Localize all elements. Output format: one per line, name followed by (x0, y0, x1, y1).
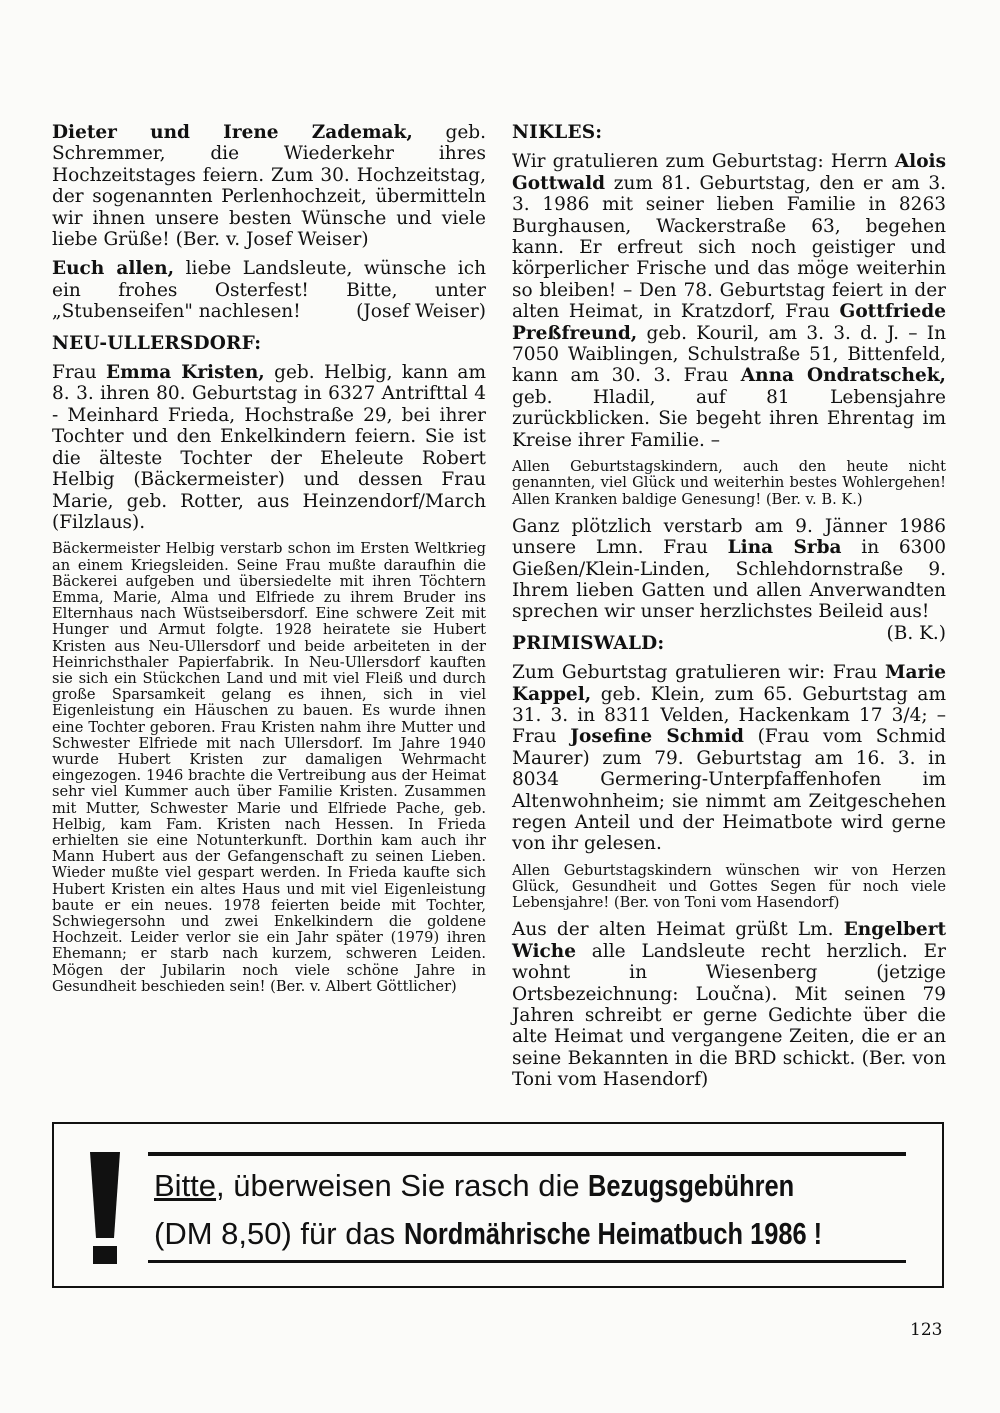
name-kristen: Emma Kristen, (106, 362, 265, 384)
heading-primiswald: PRIMISWALD: (512, 632, 665, 654)
name-pressfreund: Gottfriede Preßfreund, (512, 301, 946, 344)
text-mid2: geb. Kouril, am 3. 3. d. J. – In 7050 Waiblingen, Schulstraße 51, Bittenfeld, kann am 30. 3. Frau (512, 322, 946, 387)
text-wiche: alle Landsleute recht herzlich. Er wohnt in Wiesenberg (jetzige Ortsbezeichnung: Loučna). Mit seinen 79 Jahren schreibt er gerne Gedichte über die alte Heimat und vergangene Zeiten, die er an seine Bekannten in die BRD schickt. (Ber. von Toni vom Hasendorf) (512, 940, 946, 1091)
text-pre: Ganz plötzlich verstarb am 9. Jänner 1986 unsere Lmn. Frau (512, 515, 946, 559)
heading-neu-ullersdorf: NEU-ULLERSDORF: (52, 332, 262, 354)
lead-euch-allen: Euch allen, (52, 258, 175, 280)
notice-rule-top (148, 1152, 906, 1156)
exclamation-bar (90, 1152, 120, 1238)
notice-line-2 (154, 1216, 914, 1252)
name-gottwald: Alois Gottwald (512, 151, 946, 194)
exclamation-icon (90, 1152, 120, 1264)
paragraph-primiswald-greeting: Allen Geburtstagskindern wünschen wir von Herzen Glück, Gesundheit und Gottes Segen für noch viele Lebensjahre! (Ber. von Toni vom Hasendorf) (512, 861, 946, 912)
name-srba: Lina Srba (727, 537, 842, 559)
names-zademak: Dieter und Irene Zademak, (52, 122, 413, 143)
text-zademak: geb. Schremmer, die Wiederkehr ihres Hochzeitstages feiern. Zum 30. Hochzeitstag, der sogenannten Perlenhochzeit, übermitteln wir ihnen unsere besten Wünsche und viele liebe Grüße! (Ber. v. Josef Weiser) (52, 122, 486, 251)
text-pre: Zum Geburtstag gratulieren wir: Frau (512, 662, 885, 684)
notice-rule-bottom (148, 1260, 906, 1263)
text-srba: in 6300 Gießen/Klein-Linden, Schlehdornstraße 9. Ihrem lieben Gatten und allen Anverwandten sprechen wir unser herzlichstes Beileid aus! (512, 537, 946, 623)
text-end: geb. Hladil, auf 81 Lebensjahre zurückblicken. Sie begeht ihren Ehrentag im Kreise ihrer Familie. – (512, 386, 946, 451)
signature-bk: (B. K.) (886, 622, 946, 644)
name-wiche: Engelbert Wiche (512, 919, 946, 962)
exclamation-dot (93, 1246, 117, 1264)
text-pre: Aus der alten Heimat grüßt Lm. (512, 919, 844, 941)
page-number: 123 (910, 1320, 943, 1340)
subscription-notice-box (52, 1122, 944, 1288)
notice-bold-2: Nordmährische Heimatbuch 1986 ! (403, 1216, 822, 1251)
text-mid1: zum 81. Geburtstag, den er am 3. 3. 1986 mit seiner lieben Familie in 8263 Burghausen, Wackerstraße 63, begehen kann. Er erfreut sich noch geistiger und körperlicher Frische und das möge weiterhin so bleiben! – Den 78. Geburtstag feiert in der alten Heimat, in Kratzdorf, Frau (512, 172, 946, 323)
notice-text-2: (DM 8,50) für das (154, 1216, 404, 1251)
text-kristen: geb. Helbig, kann am 8. 3. ihren 80. Geburtstag in 6327 Antrifttal 4 - Meinhard Frieda, Hochstraße 29, bei ihrer Tochter und den Enkelkindern feiern. Sie ist die älteste Tochter der Eheleute Robert Helbig (Bäckermeister) und dessen Frau Marie, geb. Rotter, aus Heinzendorf/March (Filzlaus). (52, 362, 486, 533)
text-end: (Frau vom Schmid Maurer) zum 79. Geburtstag am 16. 3. in 8034 Germering-Unterpfaffenhofen im Altenwohnheim; sie nimmt am Zeitgeschehen regen Anteil und der Heimatbote wird gerne von ihr gelesen. (512, 726, 946, 855)
paragraph-wiche (512, 919, 946, 1090)
notice-line-1 (154, 1168, 914, 1204)
name-ondratschek: Anna Ondratschek, (740, 365, 946, 387)
name-kappel: Marie Kappel, (512, 662, 946, 705)
notice-bold-1: Bezugsgebühren (588, 1168, 795, 1203)
paragraph-nikles (512, 151, 946, 451)
left-column (52, 122, 486, 1003)
name-schmid: Josefine Schmid (570, 726, 744, 748)
notice-bitte: Bitte (154, 1168, 217, 1203)
text-pre: Frau (52, 362, 107, 384)
heading-nikles: NIKLES: (512, 122, 603, 143)
signature-weiser: (Josef Weiser) (356, 301, 486, 323)
text-pre: Wir gratulieren zum Geburtstag: Herrn (512, 151, 895, 173)
paragraph-nikles-greeting: Allen Geburtstagskindern, auch den heute nicht genannten, viel Glück und weiterhin bestes Wohlergehen! Allen Kranken baldige Genesung! (Ber. v. B. K.) (512, 458, 946, 508)
notice-text-1: , überweisen Sie rasch die (216, 1168, 589, 1203)
paragraph-kristen-history: Bäckermeister Helbig verstarb schon im Ersten Weltkrieg an einem Kriegsleiden. Seine Frau mußte daraufhin die Bäckerei aufgeben und übersiedelte mit ihren Töchtern Emma, Marie, Alma und Elfriede zu ihrem Bruder ins Elternhaus nach Wüstseibersdorf. Eine schwere Zeit mit Hunger und Armut folgte. 1928 heiratete sie Hubert Kristen aus Neu-Ullersdorf und beide arbeiteten in der Heinrichsthaler Papierfabrik. In Neu-Ullersdorf kauften sie sich ein Stückchen Land und mit viel Fleiß und durch große Sparsamkeit gelang es ihnen, sich in viel Eigenleistung ein Häuschen zu bauen. Es wurde ihnen eine Tochter geboren. Frau Kristen nahm ihre Mutter und Schwester Elfriede mit nach Ullersdorf. Im Jahre 1940 wurde Hubert Kristen zur damaligen Wehrmacht eingezogen. 1946 brachte die Vertreibung aus der Heimat sehr viel Kummer auch über Familie Kristen. Zusammen mit Mutter, Schwester Marie und Elfriede Pache, geb. Helbig, kam Fam. Kristen nach Hessen. In Frieda erhielten sie eine Notunterkunft. Dorthin kam auch ihr Mann Hubert aus der Gefangenschaft zu seinen Lieben. Wieder mußte viel gespart werden. In Frieda kaufte sich Hubert Kristen ein altes Haus und mit viel Eigenleistung baute er ein neues. 1978 feierten beide mit Tochter, Schwiegersohn und zwei Enkelkindern die goldene Hochzeit. Leider verlor sie ein Jahr später (1979) ihren Ehemann; er starb nach kurzem, schweren Leiden. Mögen der Jubilarin noch viele schöne Jahre in Gesundheit beschieden sein! (Ber. v. Albert Göttlicher) (52, 540, 486, 995)
paragraph-euch-allen (52, 258, 486, 322)
paragraph-kristen (52, 362, 486, 533)
text-euch-allen: liebe Landsleute, wünsche ich ein frohes Osterfest! Bitte, unter „Stubenseifen" nachlesen! (52, 258, 486, 323)
text-mid: geb. Klein, zum 65. Geburtstag am 31. 3. in 8311 Velden, Hackenkam 17 3/4; – Frau (512, 683, 946, 748)
paragraph-primiswald (512, 662, 946, 855)
paragraph-zademak (52, 122, 486, 250)
right-column (512, 122, 946, 1099)
